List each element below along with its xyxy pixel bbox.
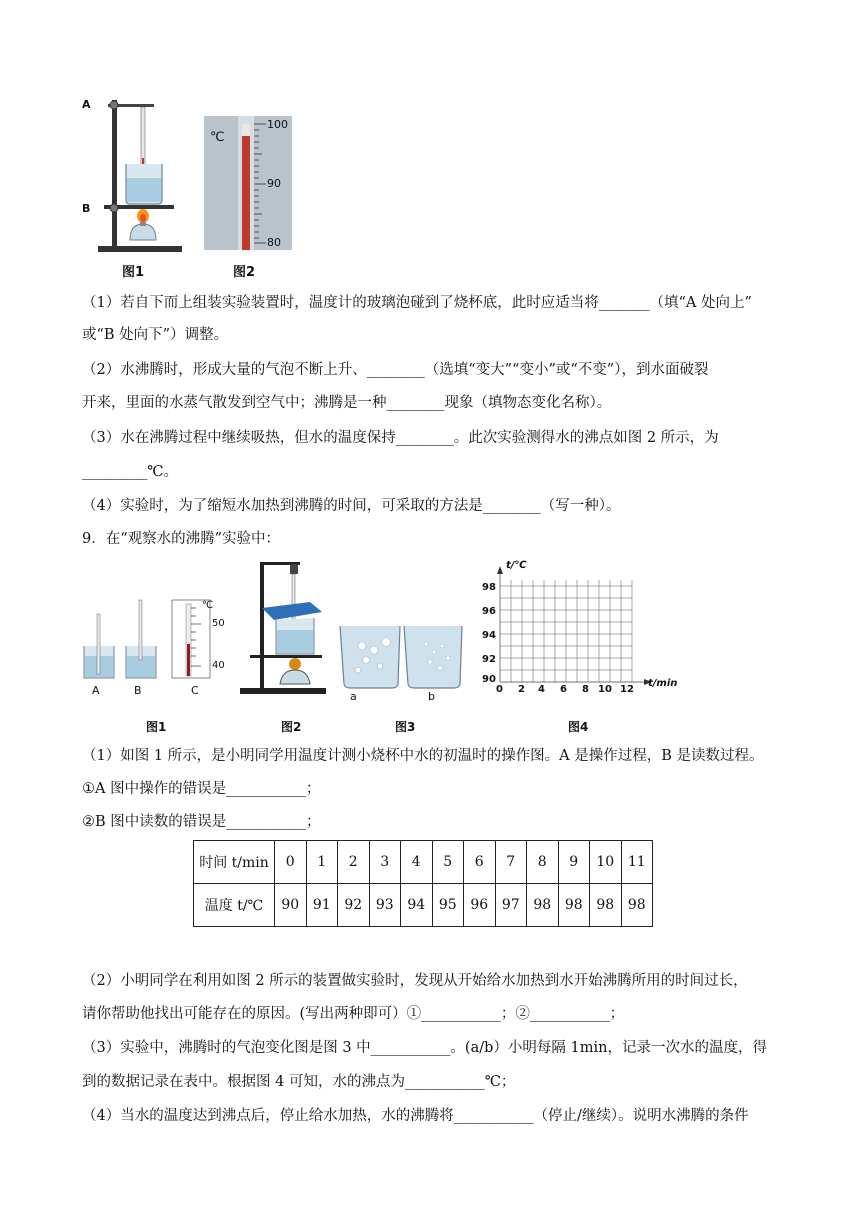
thermo-tick-100: 100	[267, 118, 288, 131]
q9-figure-2	[240, 558, 330, 696]
table-cell: 91	[306, 884, 338, 927]
q9-figure-4	[478, 560, 678, 700]
table-cell: 95	[432, 884, 464, 927]
apparatus-drawing	[80, 88, 190, 258]
fig4-xtick-12: 12	[620, 684, 634, 695]
fig1-label-a: A	[92, 684, 100, 697]
table-cell: 98	[590, 884, 622, 927]
boiling-apparatus-drawing	[240, 558, 330, 696]
caption-q9-fig1: 图1	[146, 720, 167, 734]
fig1-tick-40: 40	[212, 660, 225, 671]
fig1-tick-50: 50	[212, 618, 225, 629]
fig4-xlabel: t/min	[648, 678, 678, 689]
fig4-ytick-96: 96	[482, 606, 496, 617]
q9-line-1: （1）如图 1 所示，是小明同学用温度计测小烧杯中水的初温时的操作图。A 是操作过程，B 是读数过程。	[82, 748, 764, 764]
figure-top-1	[80, 88, 190, 258]
table-cell: 97	[495, 884, 527, 927]
table-cell: 7	[495, 841, 527, 884]
table-cell: 92	[338, 884, 370, 927]
fig1-label-c: C	[191, 684, 199, 697]
table-cell: 2	[338, 841, 370, 884]
caption-q9-fig2: 图2	[281, 720, 302, 734]
table-cell: 98	[558, 884, 590, 927]
table-cell: 1	[306, 841, 338, 884]
q9-line-6: （3）实验中，沸腾时的气泡变化图是图 3 中___________。(a/b）小明每隔 1min，记录一次水的温度，得	[82, 1040, 767, 1056]
fig4-xtick-0: 0	[496, 684, 503, 695]
q9-line-7: 到的数据记录在表中。根据图 4 可知，水的沸点为___________℃；	[82, 1074, 516, 1090]
table-cell: 98	[527, 884, 559, 927]
q9-figure-1	[78, 594, 238, 697]
q9-line-2: ①A 图中操作的错误是___________；	[82, 781, 321, 797]
fig4-ytick-92: 92	[482, 654, 496, 665]
caption-top-fig1: 图1	[122, 265, 145, 280]
figure-top-2	[204, 116, 296, 250]
fig4-ytick-90: 90	[482, 674, 496, 685]
q-top-line-5: （3）水在沸腾过程中继续吸热，但水的温度保持________。此次实验测得水的沸点如图 2 所示，为	[82, 430, 719, 446]
caption-q9-fig4: 图4	[568, 720, 589, 734]
table-cell: 98	[621, 884, 653, 927]
label-a: A	[82, 98, 91, 111]
table-cell: 93	[369, 884, 401, 927]
table-cell: 6	[464, 841, 496, 884]
table-head-temp: 温度 t/℃	[194, 884, 275, 927]
table-cell: 96	[464, 884, 496, 927]
q-top-line-4: 开来，里面的水蒸气散发到空气中；沸腾是一种________现象（填物态变化名称）。	[82, 395, 612, 411]
bubble-beakers-drawing	[336, 620, 466, 690]
q9-line-5: 请你帮助他找出可能存在的原因。(写出两种即可）①___________；②___________；	[82, 1006, 625, 1022]
data-table	[193, 840, 653, 927]
caption-q9-fig3: 图3	[395, 720, 416, 734]
label-b: B	[82, 202, 91, 215]
fig3-label-b: b	[428, 690, 435, 703]
fig4-ytick-98: 98	[482, 582, 496, 593]
fig1-unit: ℃	[202, 600, 214, 611]
fig4-xtick-8: 8	[582, 684, 589, 695]
fig4-ylabel: t/℃	[506, 560, 527, 571]
table-cell: 94	[401, 884, 433, 927]
fig4-xtick-6: 6	[560, 684, 567, 695]
q-top-line-1: （1）若自下而上组装实验装置时，温度计的玻璃泡碰到了烧杯底，此时应适当将_______（填“A 处向上”	[82, 295, 752, 311]
thermo-tick-80: 80	[267, 236, 281, 249]
q9-figure-3	[336, 620, 466, 702]
table-cell: 11	[621, 841, 653, 884]
fig3-label-a: a	[350, 690, 357, 703]
fig4-xtick-2: 2	[518, 684, 525, 695]
table-cell: 5	[432, 841, 464, 884]
q9-title: 9．在“观察水的沸腾”实验中：	[82, 531, 281, 547]
table-cell: 10	[590, 841, 622, 884]
q-top-line-2: 或“B 处向下”）调整。	[82, 327, 229, 343]
table-cell: 4	[401, 841, 433, 884]
q-top-line-6: _________℃。	[82, 464, 178, 480]
fig4-xtick-10: 10	[598, 684, 612, 695]
q9-line-3: ②B 图中读数的错误是___________；	[82, 814, 321, 830]
fig1-label-b: B	[134, 684, 142, 697]
table-cell: 9	[558, 841, 590, 884]
table-cell: 90	[275, 884, 307, 927]
thermo-tick-90: 90	[267, 177, 281, 190]
q-top-line-7: （4）实验时，为了缩短水加热到沸腾的时间，可采取的方法是________（写一种）。	[82, 498, 621, 514]
q9-line-8: （4）当水的温度达到沸点后，停止给水加热，水的沸腾将___________（停止/继续）。说明水沸腾的条件	[82, 1108, 749, 1124]
table-head-time: 时间 t/min	[194, 841, 275, 884]
q9-line-4: （2）小明同学在利用如图 2 所示的装置做实验时，发现从开始给水加热到水开始沸腾所用的时间过长，	[82, 973, 748, 989]
table-cell: 8	[527, 841, 559, 884]
thermo-unit: ℃	[210, 130, 225, 145]
table-cell: 3	[369, 841, 401, 884]
table-cell: 0	[275, 841, 307, 884]
table-row	[194, 841, 653, 884]
caption-top-fig2: 图2	[233, 265, 256, 280]
fig4-xtick-4: 4	[538, 684, 545, 695]
q-top-line-3: （2）水沸腾时，形成大量的气泡不断上升、________（选填“变大”“变小”或“不变”），到水面破裂	[82, 362, 709, 378]
table-row	[194, 884, 653, 927]
fig4-ytick-94: 94	[482, 630, 496, 641]
